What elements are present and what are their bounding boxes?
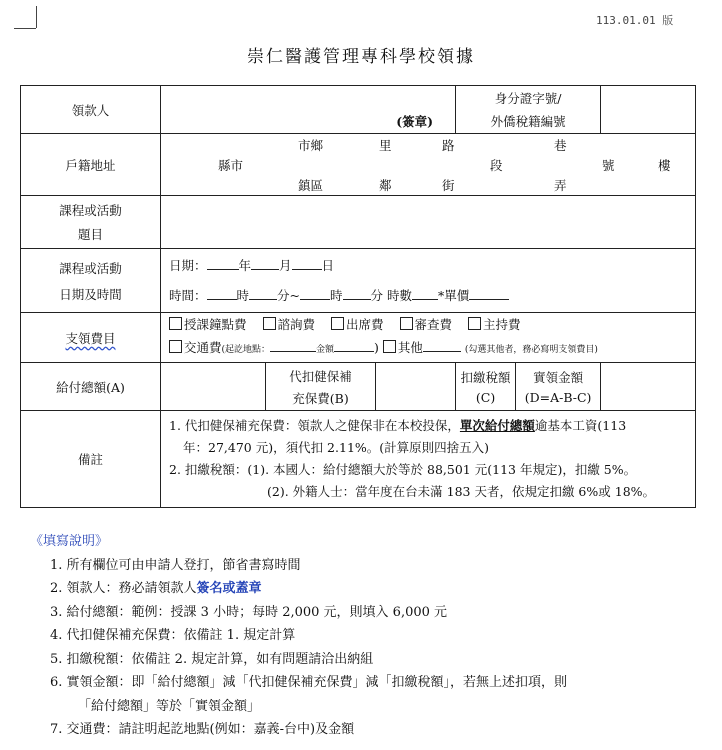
items-label bbox=[21, 313, 161, 363]
health-amount-field[interactable] bbox=[376, 363, 456, 411]
id-label bbox=[456, 86, 601, 134]
items-label-text: 支領費目 bbox=[65, 330, 116, 346]
instruction-4: 4. 代扣健保補充保費：依備註 1. 規定計算 bbox=[50, 628, 296, 643]
day-unit: 日 bbox=[321, 257, 335, 273]
payee-label: 領款人 bbox=[21, 86, 161, 134]
item-review[interactable]: 審查費 bbox=[400, 317, 453, 332]
start-minute-blank[interactable] bbox=[249, 299, 277, 300]
remark-1: 1. 代扣健保補充保費：領款人之健保非在本校投保，單次給付總額逾基本工資(113 bbox=[169, 418, 627, 433]
household-row bbox=[21, 134, 696, 196]
year-blank[interactable] bbox=[207, 269, 239, 270]
net-amount-field[interactable] bbox=[601, 363, 696, 411]
payee-signature-field[interactable] bbox=[161, 86, 456, 134]
addr-county: 縣市 bbox=[218, 158, 244, 173]
course-label bbox=[21, 196, 161, 249]
items-field bbox=[161, 313, 696, 363]
year-unit: 年 bbox=[238, 257, 252, 273]
datetime-label-line2: 日期及時間 bbox=[59, 286, 122, 302]
payee-row bbox=[21, 86, 696, 134]
item-other[interactable]: 其他 bbox=[383, 340, 423, 355]
hour2-unit: 時 bbox=[330, 287, 343, 303]
health-label-line1: 代扣健保補 bbox=[289, 368, 352, 384]
consult-checkbox[interactable] bbox=[263, 317, 276, 330]
date-line bbox=[169, 256, 695, 276]
addr-village-bottom: 鄰 bbox=[379, 178, 392, 193]
instruction-5: 5. 扣繳稅額：依備註 2. 規定計算，如有問題請洽出納組 bbox=[50, 651, 374, 667]
hour-unit: 時 bbox=[236, 287, 250, 303]
course-label-line2: 題目 bbox=[77, 227, 103, 242]
course-row bbox=[21, 196, 696, 249]
datetime-row bbox=[21, 249, 696, 313]
health-label bbox=[266, 363, 376, 411]
gross-label: 給付總額(A) bbox=[21, 363, 161, 411]
net-label-line2: (D=A-B-C) bbox=[524, 390, 592, 405]
addr-lane: 巷 bbox=[554, 138, 567, 153]
item-consult[interactable]: 諮詢費 bbox=[263, 317, 316, 332]
items-row bbox=[21, 313, 696, 363]
addr-road-top: 路 bbox=[442, 138, 455, 153]
traffic-amount-label: 金額 bbox=[316, 345, 335, 355]
start-hour-blank[interactable] bbox=[207, 299, 237, 300]
gross-amount-field[interactable] bbox=[161, 363, 266, 411]
end-hour-blank[interactable] bbox=[300, 299, 330, 300]
course-label-line1: 課程或活動 bbox=[59, 203, 122, 218]
tax-label-line1: 扣繳稅額 bbox=[460, 370, 511, 385]
datetime-label-line1: 課程或活動 bbox=[59, 260, 122, 276]
month-unit: 月 bbox=[279, 257, 292, 273]
addr-town-bottom: 鎮區 bbox=[298, 178, 324, 193]
instruction-3: 3. 給付總額：範例：授課 3 小時；每時 2,000 元，則填入 6,000 元 bbox=[50, 604, 448, 620]
tax-label-line2: (C) bbox=[475, 390, 496, 405]
time-prefix: 時間： bbox=[169, 287, 207, 303]
minute-unit: 分~ bbox=[277, 287, 301, 303]
instruction-2: 2. 領款人：務必請領款人簽名或蓋章 bbox=[50, 581, 262, 596]
other-blank[interactable] bbox=[423, 351, 461, 352]
traffic-amount-blank[interactable] bbox=[334, 351, 374, 352]
addr-number: 號 bbox=[602, 158, 615, 173]
remark-1-cont: 年：27,470 元)，須代扣 2.11%。(計算原則四捨五入) bbox=[183, 440, 490, 455]
items-line1 bbox=[169, 315, 695, 335]
remark-2b: (2). 外籍人士：當年度在台未滿 183 天者，依規定扣繳 6%或 18%。 bbox=[267, 484, 656, 499]
crop-mark-vertical bbox=[36, 6, 37, 28]
tax-label bbox=[456, 363, 516, 411]
attendance-checkbox[interactable] bbox=[331, 317, 344, 330]
traffic-checkbox[interactable] bbox=[169, 340, 182, 353]
net-label bbox=[516, 363, 601, 411]
course-title-field[interactable] bbox=[161, 196, 696, 249]
hours-count-label: 時數 bbox=[387, 287, 413, 303]
net-label-line1: 實領金額 bbox=[533, 370, 584, 385]
items-line2 bbox=[169, 338, 695, 360]
datetime-field[interactable] bbox=[161, 249, 696, 313]
end-minute-blank[interactable] bbox=[343, 299, 371, 300]
id-label-line2: 外僑稅籍編號 bbox=[490, 114, 566, 129]
date-prefix: 日期： bbox=[169, 257, 207, 273]
month-blank[interactable] bbox=[251, 269, 279, 270]
other-note: (勾選其他者，務必寫明支領費目) bbox=[464, 345, 598, 355]
item-host[interactable]: 主持費 bbox=[468, 317, 521, 332]
traffic-close: ) bbox=[374, 340, 379, 355]
review-checkbox[interactable] bbox=[400, 317, 413, 330]
instruction-1: 1. 所有欄位可由申請人登打，節省書寫時間 bbox=[50, 557, 301, 573]
id-number-field[interactable] bbox=[601, 86, 696, 134]
unit-price-label: *單價 bbox=[438, 287, 470, 303]
remarks-content bbox=[161, 411, 696, 508]
instruction-7: 7. 交通費：請註明起訖地點(例如：嘉義-台中)及金額 bbox=[50, 722, 355, 737]
remark-2a: 2. 扣繳稅額：(1). 本國人：給付總額大於等於 88,501 元(113 年規定)，扣繳 5%。 bbox=[169, 462, 637, 477]
page-title: 崇仁醫護管理專科學校領據 bbox=[247, 47, 475, 67]
item-traffic[interactable]: 交通費 bbox=[169, 340, 222, 355]
remarks-row bbox=[21, 411, 696, 508]
lecture-checkbox[interactable] bbox=[169, 317, 182, 330]
version-label: 113.01.01 版 bbox=[596, 14, 674, 27]
instructions bbox=[30, 530, 710, 742]
addr-section: 段 bbox=[490, 158, 503, 173]
id-label-line1: 身分證字號/ bbox=[494, 91, 562, 106]
datetime-label bbox=[21, 249, 161, 313]
instruction-6-cont: 「給付總額」等於「實領金額」 bbox=[78, 698, 261, 714]
item-lecture[interactable]: 授課鐘點費 bbox=[169, 317, 247, 332]
addr-village-top: 里 bbox=[379, 138, 392, 153]
remarks-label: 備註 bbox=[21, 411, 161, 508]
addr-floor: 樓 bbox=[658, 158, 671, 173]
stamp-hint: (簽章) bbox=[396, 114, 434, 129]
minute2-unit: 分 bbox=[370, 287, 384, 303]
household-label: 戶籍地址 bbox=[21, 134, 161, 196]
host-checkbox[interactable] bbox=[468, 317, 481, 330]
other-checkbox[interactable] bbox=[383, 340, 396, 353]
time-line bbox=[169, 286, 695, 306]
crop-mark-horizontal bbox=[14, 28, 36, 29]
traffic-from-label: (起訖地點： bbox=[221, 345, 271, 355]
traffic-route-blank[interactable] bbox=[270, 351, 316, 352]
addr-town-top: 市鄉 bbox=[298, 138, 324, 153]
instructions-title: 《填寫說明》 bbox=[30, 534, 109, 549]
addr-alley: 弄 bbox=[554, 178, 567, 193]
household-address-field[interactable] bbox=[161, 134, 696, 196]
hours-count-blank[interactable] bbox=[412, 299, 438, 300]
item-attendance[interactable]: 出席費 bbox=[331, 317, 384, 332]
totals-row bbox=[21, 363, 696, 411]
unit-price-blank[interactable] bbox=[469, 299, 509, 300]
day-blank[interactable] bbox=[292, 269, 322, 270]
receipt-form bbox=[20, 85, 696, 508]
addr-road-bottom: 街 bbox=[442, 178, 455, 193]
instruction-6: 6. 實領金額：即「給付總額」減「代扣健保補充保費」減「扣繳稅額」，若無上述扣項，則 bbox=[50, 675, 568, 690]
health-label-line2: 充保費(B) bbox=[292, 390, 349, 406]
